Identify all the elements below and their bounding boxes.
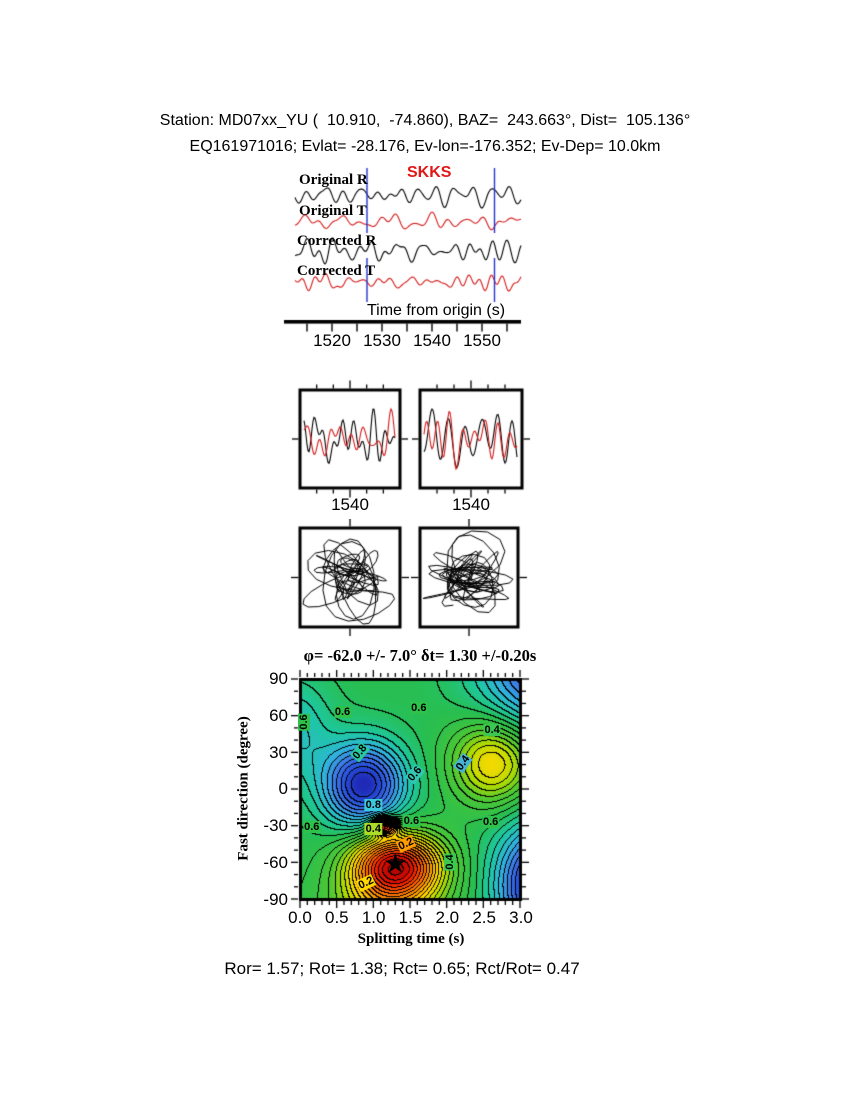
time-axis-label: Time from origin (s) — [366, 302, 506, 319]
contour-level-label: 0.4 — [444, 854, 457, 870]
best-solution-star: ★ — [383, 848, 408, 879]
contour-level-label: 0.6 — [304, 820, 320, 833]
contour-level-label: 0.2 — [396, 835, 416, 853]
contour-xtick-label: 0.0 — [288, 908, 312, 927]
contour-ytick-label: -90 — [263, 889, 288, 909]
time-axis-tick-label: 1530 — [363, 331, 401, 350]
pair-right-tick-label: 1540 — [452, 495, 490, 514]
contour-overlay — [290, 669, 531, 910]
contour-level-label: 0.6 — [334, 706, 351, 718]
contour-level-label: 0.6 — [483, 816, 499, 828]
contour-level-label: 0.8 — [365, 798, 381, 811]
results-footer: Ror= 1.57; Rot= 1.38; Rct= 0.65; Rct/Rot= 0.47 — [224, 959, 580, 978]
contour-level-label: 0.6 — [403, 814, 420, 827]
contour-xtick-label: 2.0 — [435, 908, 460, 927]
contour-ytick-label: 30 — [269, 742, 288, 762]
time-axis-tick-label: 1520 — [313, 331, 351, 350]
contour-level-label: 0.6 — [298, 714, 311, 730]
header-station-line: Station: MD07xx_YU ( 10.910, -74.860), BAZ= 243.663°, Dist= 105.136° — [159, 112, 691, 129]
contour-ytick-label: 90 — [269, 669, 288, 688]
contour-ytick-label: -30 — [263, 816, 288, 836]
contour-ytick-label: 0 — [278, 779, 288, 799]
contour-level-label: 0.6 — [405, 764, 425, 785]
contour-xtick-label: 1.0 — [361, 908, 386, 927]
contour-xtick-label: 1.5 — [398, 908, 423, 927]
waveform-comparison-panels-canvas — [290, 374, 538, 500]
time-axis-tick-label: 1540 — [413, 331, 451, 350]
trace-label-original-t: Original T — [299, 203, 367, 219]
time-axis-tick-label: 1550 — [463, 331, 501, 350]
contour-level-label: 0.6 — [411, 702, 427, 715]
contour-level-label: 0.4 — [484, 724, 500, 737]
phase-label: SKKS — [407, 164, 452, 181]
header-event-line: EQ161971016; Evlat= -28.176, Ev-lon=-176.352; Ev-Dep= 10.0km — [189, 138, 661, 155]
contour-xtick-label: 2.5 — [472, 908, 496, 927]
particle-motion-panels-canvas — [290, 519, 538, 639]
contour-level-label: 0.8 — [350, 742, 370, 763]
splitting-time-axis-label: Splitting time (s) — [357, 931, 465, 947]
contour-level-label: 0.4 — [453, 753, 473, 774]
contour-xtick-label: 3.0 — [509, 908, 533, 927]
trace-label-corrected-t: Corrected T — [297, 263, 376, 279]
contour-level-label: 0.2 — [356, 874, 376, 892]
trace-label-corrected-r: Corrected R — [297, 233, 377, 249]
pair-left-tick-label: 1540 — [331, 495, 369, 514]
fast-direction-axis-label: Fast direction (degree) — [235, 716, 252, 861]
contour-title: φ= -62.0 +/- 7.0° δt= 1.30 +/-0.20s — [303, 646, 537, 665]
contour-xtick-label: 0.5 — [325, 908, 349, 927]
contour-ytick-label: -60 — [263, 853, 288, 873]
contour-level-label: 0.4 — [365, 823, 381, 836]
trace-label-original-r: Original R — [299, 172, 368, 188]
contour-ytick-label: 60 — [269, 705, 288, 725]
